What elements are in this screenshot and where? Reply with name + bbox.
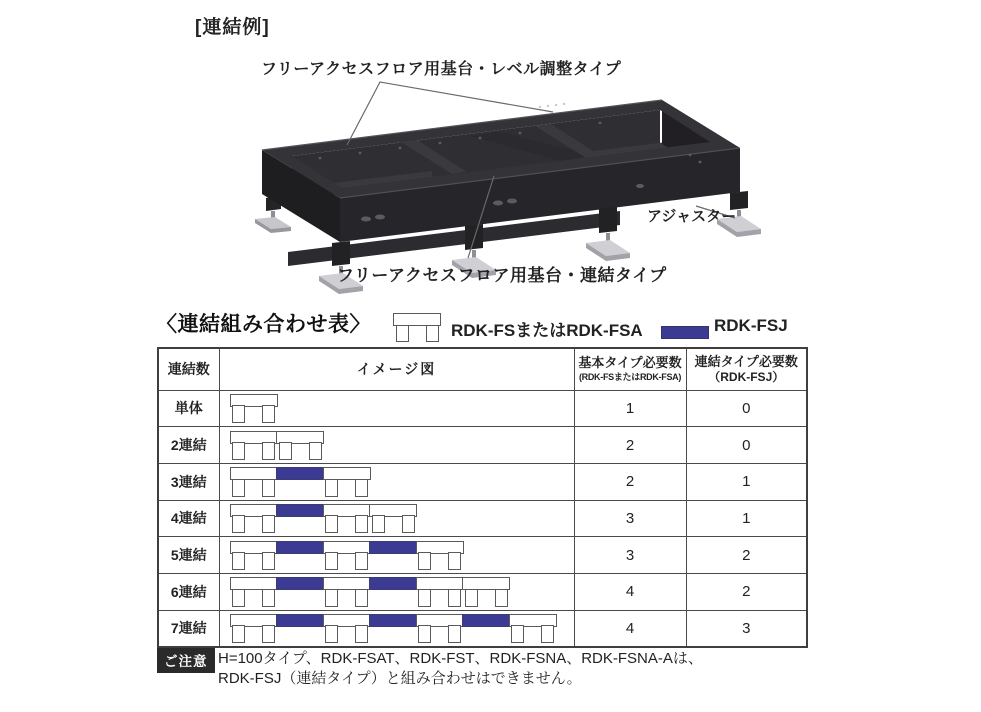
basic-unit-shape (323, 614, 371, 645)
basic-count-cell: 3 (574, 500, 686, 537)
row-diagram (220, 465, 574, 498)
col-header-image: イメージ図 (219, 348, 574, 390)
unit-leg-right (448, 589, 461, 607)
basic-unit-shape (323, 541, 371, 572)
unit-leg-left (396, 325, 409, 342)
unit-leg-right (541, 625, 554, 643)
unit-leg-left (325, 479, 338, 497)
unit-leg-right (448, 552, 461, 570)
table-row (158, 500, 807, 537)
col-header-count: 連結数 (158, 348, 219, 390)
row-diagram (220, 539, 574, 572)
row-diagram (220, 612, 574, 645)
label-level-adjust-type: フリーアクセスフロア用基台・レベル調整タイプ (261, 61, 622, 78)
unit-leg-right (355, 625, 368, 643)
basic-unit-shape (230, 467, 278, 498)
basic-count-cell: 4 (574, 573, 686, 610)
joint-count-cell: 2 (686, 573, 807, 610)
joint-bar-shape (276, 504, 324, 517)
joint-header-line2: （RDK-FSJ） (708, 370, 785, 385)
table-row (158, 610, 807, 647)
unit-leg-left (279, 442, 292, 460)
table-row (158, 427, 807, 464)
row-count-label: 2連結 (158, 427, 219, 464)
joint-bar-shape (276, 541, 324, 554)
unit-leg-left (325, 515, 338, 533)
basic-unit-shape (509, 614, 557, 645)
unit-leg-left (232, 479, 245, 497)
basic-count-cell: 3 (574, 537, 686, 574)
row-diagram (220, 392, 574, 425)
header-row (158, 348, 807, 390)
unit-leg-right (355, 479, 368, 497)
joint-bar-shape (462, 614, 510, 627)
unit-leg-left (372, 515, 385, 533)
row-diagram (220, 502, 574, 535)
caution-text-line1: H=100タイプ、RDK-FSAT、RDK-FST、RDK-FSNA、RDK-FSNA-Aは、 (218, 650, 703, 667)
basic-unit-shape (462, 577, 510, 608)
row-image-cell (219, 537, 574, 574)
basic-count-cell: 2 (574, 427, 686, 464)
unit-leg-right (355, 515, 368, 533)
joint-count-cell: 3 (686, 610, 807, 647)
unit-leg-left (465, 589, 478, 607)
basic-unit-shape (230, 541, 278, 572)
unit-leg-left (232, 442, 245, 460)
legend-basic-label: RDK-FSまたはRDK-FSA (451, 321, 643, 340)
table-row (158, 537, 807, 574)
basic-unit-shape (230, 577, 278, 608)
unit-leg-right (495, 589, 508, 607)
basic-unit-shape (416, 614, 464, 645)
combination-table-title: 〈連結組み合わせ表〉 (156, 313, 371, 336)
joint-bar-shape (369, 541, 417, 554)
unit-leg-left (232, 589, 245, 607)
unit-leg-right (426, 325, 439, 342)
label-adjuster: アジャスター (647, 208, 737, 225)
basic-unit-shape (230, 504, 278, 535)
joint-count-cell: 2 (686, 537, 807, 574)
joint-count-cell: 0 (686, 390, 807, 427)
unit-leg-left (232, 405, 245, 423)
unit-leg-left (325, 589, 338, 607)
unit-leg-right (448, 625, 461, 643)
row-count-label: 4連結 (158, 500, 219, 537)
legend-joint-swatch (661, 326, 709, 339)
basic-unit-shape (323, 504, 371, 535)
basic-count-cell: 4 (574, 610, 686, 647)
joint-count-cell: 1 (686, 500, 807, 537)
row-count-label: 単体 (158, 390, 219, 427)
unit-leg-left (511, 625, 524, 643)
joint-count-cell: 0 (686, 427, 807, 464)
row-image-cell (219, 427, 574, 464)
row-count-label: 5連結 (158, 537, 219, 574)
combination-table (157, 347, 808, 648)
basic-unit-shape (416, 577, 464, 608)
joint-bar-shape (276, 577, 324, 590)
basic-header-line2: (RDK-FSまたはRDK-FSA) (578, 372, 682, 383)
unit-leg-left (325, 552, 338, 570)
unit-leg-right (402, 515, 415, 533)
row-image-cell (219, 390, 574, 427)
basic-unit-shape (323, 467, 371, 498)
unit-leg-right (262, 405, 275, 423)
joint-bar-shape (369, 577, 417, 590)
row-diagram (220, 429, 574, 462)
unit-leg-left (232, 625, 245, 643)
row-count-label: 3連結 (158, 463, 219, 500)
caution-badge: ご注意 (157, 648, 215, 673)
joint-bar-shape (276, 614, 324, 627)
row-image-cell (219, 463, 574, 500)
basic-count-cell: 1 (574, 390, 686, 427)
legend-joint-label: RDK-FSJ (714, 316, 788, 335)
unit-leg-right (262, 589, 275, 607)
table-body (158, 390, 807, 647)
legend-basic-unit-icon (393, 313, 441, 344)
unit-leg-left (325, 625, 338, 643)
basic-unit-shape (230, 431, 278, 462)
basic-unit-shape (276, 431, 324, 462)
row-image-cell (219, 500, 574, 537)
row-count-label: 6連結 (158, 573, 219, 610)
unit-leg-left (232, 552, 245, 570)
col-header-joint (686, 348, 807, 390)
table-row (158, 463, 807, 500)
joint-bar-shape (276, 467, 324, 480)
unit-leg-left (418, 552, 431, 570)
joint-bar-shape (369, 614, 417, 627)
unit-leg-right (309, 442, 322, 460)
unit-leg-right (262, 552, 275, 570)
row-count-label: 7連結 (158, 610, 219, 647)
basic-unit-shape (369, 504, 417, 535)
section-title: [連結例] (195, 17, 270, 38)
unit-leg-right (355, 552, 368, 570)
table-row (158, 573, 807, 610)
basic-header-line1: 基本タイプ必要数 (578, 355, 682, 371)
unit-leg-left (418, 589, 431, 607)
joint-header-line1: 連結タイプ必要数 (694, 354, 798, 370)
unit-leg-left (232, 515, 245, 533)
table-row (158, 390, 807, 427)
row-image-cell (219, 610, 574, 647)
unit-leg-right (262, 442, 275, 460)
unit-leg-right (262, 515, 275, 533)
basic-unit-shape (416, 541, 464, 572)
basic-count-cell: 2 (574, 463, 686, 500)
row-image-cell (219, 573, 574, 610)
label-joint-type: フリーアクセスフロア用基台・連結タイプ (337, 266, 667, 285)
unit-leg-right (262, 479, 275, 497)
joint-count-cell: 1 (686, 463, 807, 500)
unit-leg-left (418, 625, 431, 643)
unit-leg-right (355, 589, 368, 607)
unit-leg-right (262, 625, 275, 643)
basic-unit-shape (230, 614, 278, 645)
row-diagram (220, 575, 574, 608)
hole-row-dots (539, 103, 565, 108)
caution-text-line2: RDK-FSJ（連結タイプ）と組み合わせはできません。 (218, 670, 582, 687)
basic-unit-shape (323, 577, 371, 608)
basic-unit-shape (230, 394, 278, 425)
col-header-basic (574, 348, 686, 390)
